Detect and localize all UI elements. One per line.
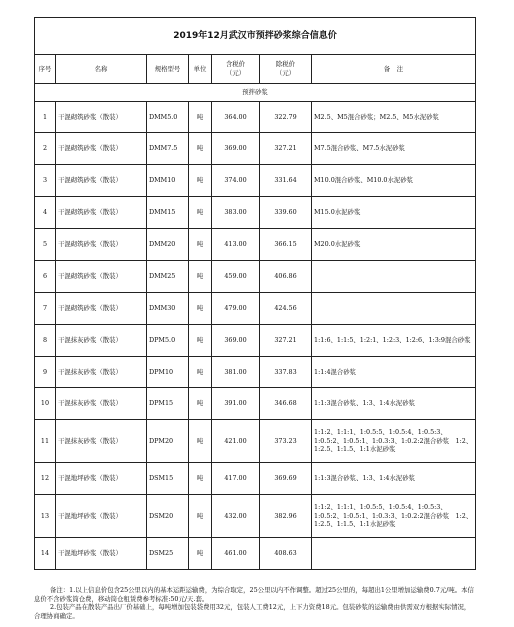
row-spec: DSM20 bbox=[147, 495, 189, 538]
row-unit: 吨 bbox=[189, 293, 212, 325]
row-note bbox=[312, 538, 476, 570]
row-name: 干混砌筑砂浆（散装） bbox=[56, 165, 147, 197]
table-row bbox=[35, 293, 476, 325]
row-note: 1:1:3混合砂浆、1:3、1:4水泥砂浆 bbox=[312, 463, 476, 495]
row-name: 干混抹灰砂浆（散装） bbox=[56, 325, 147, 357]
row-price-tax: 374.00 bbox=[212, 165, 260, 197]
row-note: M10.0混合砂浆、M10.0水泥砂浆 bbox=[312, 165, 476, 197]
row-note: 1:1:2、1:1:1、1:0.5:5、1:0.5:4、1:0.5:3、1:0.5:2、1:0.5:1、1:0.3:3、1:0.2:2混合砂浆 1:2、1:2.5、1:1.5、1:1水泥砂浆 bbox=[312, 495, 476, 538]
section-heading: 预拌砂浆 bbox=[35, 84, 476, 102]
row-index: 3 bbox=[35, 165, 56, 197]
row-spec: DSM15 bbox=[147, 463, 189, 495]
row-index: 10 bbox=[35, 388, 56, 420]
row-spec: DPM15 bbox=[147, 388, 189, 420]
row-spec: DMM20 bbox=[147, 229, 189, 261]
row-price-tax: 369.00 bbox=[212, 325, 260, 357]
row-price-notax: 339.60 bbox=[260, 197, 312, 229]
footnotes bbox=[34, 586, 475, 620]
table-row bbox=[35, 261, 476, 293]
row-price-notax: 322.79 bbox=[260, 102, 312, 133]
row-price-tax: 413.00 bbox=[212, 229, 260, 261]
row-price-tax: 479.00 bbox=[212, 293, 260, 325]
row-unit: 吨 bbox=[189, 495, 212, 538]
row-price-notax: 406.86 bbox=[260, 261, 312, 293]
row-price-tax: 421.00 bbox=[212, 420, 260, 463]
table-row bbox=[35, 388, 476, 420]
row-price-notax: 346.68 bbox=[260, 388, 312, 420]
row-name: 干混砌筑砂浆（散装） bbox=[56, 102, 147, 133]
row-spec: DMM25 bbox=[147, 261, 189, 293]
row-price-tax: 459.00 bbox=[212, 261, 260, 293]
row-price-tax: 391.00 bbox=[212, 388, 260, 420]
row-price-tax: 383.00 bbox=[212, 197, 260, 229]
row-name: 干混抹灰砂浆（散装） bbox=[56, 420, 147, 463]
table-row bbox=[35, 495, 476, 538]
row-spec: DMM10 bbox=[147, 165, 189, 197]
row-unit: 吨 bbox=[189, 325, 212, 357]
row-unit: 吨 bbox=[189, 420, 212, 463]
footnote-2: 2.包装产品在散装产品出厂价基础上，每吨增加包装袋费用32元，包装人工费12元，上下力资费18元。包装砂浆的运输费由供需双方根据实际情况，合理协商确定。 bbox=[34, 603, 471, 620]
row-unit: 吨 bbox=[189, 133, 212, 165]
page-title: 2019年12月武汉市预拌砂浆综合信息价 bbox=[35, 18, 476, 55]
row-unit: 吨 bbox=[189, 197, 212, 229]
row-index: 12 bbox=[35, 463, 56, 495]
row-unit: 吨 bbox=[189, 165, 212, 197]
row-unit: 吨 bbox=[189, 538, 212, 570]
table-header-row bbox=[35, 55, 476, 84]
row-unit: 吨 bbox=[189, 102, 212, 133]
header-price-tax: 含税价 （元） bbox=[212, 55, 260, 84]
row-price-notax: 424.56 bbox=[260, 293, 312, 325]
row-unit: 吨 bbox=[189, 463, 212, 495]
row-spec: DPM20 bbox=[147, 420, 189, 463]
row-spec: DPM5.0 bbox=[147, 325, 189, 357]
row-index: 5 bbox=[35, 229, 56, 261]
row-name: 干混抹灰砂浆（散装） bbox=[56, 388, 147, 420]
row-spec: DMM5.0 bbox=[147, 102, 189, 133]
price-table bbox=[34, 17, 476, 570]
table-row bbox=[35, 325, 476, 357]
table-row bbox=[35, 165, 476, 197]
table-row bbox=[35, 133, 476, 165]
row-name: 干混砌筑砂浆（散装） bbox=[56, 229, 147, 261]
row-unit: 吨 bbox=[189, 388, 212, 420]
row-unit: 吨 bbox=[189, 229, 212, 261]
row-price-tax: 417.00 bbox=[212, 463, 260, 495]
row-name: 干混砌筑砂浆（散装） bbox=[56, 293, 147, 325]
row-index: 2 bbox=[35, 133, 56, 165]
row-price-notax: 373.23 bbox=[260, 420, 312, 463]
row-name: 干混砌筑砂浆（散装） bbox=[56, 261, 147, 293]
row-price-notax: 331.64 bbox=[260, 165, 312, 197]
row-price-tax: 461.00 bbox=[212, 538, 260, 570]
row-index: 14 bbox=[35, 538, 56, 570]
row-note: 1:1:4混合砂浆 bbox=[312, 357, 476, 388]
row-spec: DPM10 bbox=[147, 357, 189, 388]
row-spec: DMM7.5 bbox=[147, 133, 189, 165]
table-row bbox=[35, 463, 476, 495]
row-name: 干混抹灰砂浆（散装） bbox=[56, 357, 147, 388]
row-price-tax: 369.00 bbox=[212, 133, 260, 165]
header-note: 备 注 bbox=[312, 55, 476, 84]
table-row bbox=[35, 357, 476, 388]
table-row bbox=[35, 420, 476, 463]
row-price-tax: 381.00 bbox=[212, 357, 260, 388]
row-index: 1 bbox=[35, 102, 56, 133]
row-note: 1:1:2、1:1:1、1:0.5:5、1:0.5:4、1:0.5:3、1:0.5:2、1:0.5:1、1:0.3:3、1:0.2:2混合砂浆 1:2、1:2.5、1:1.5、1:1水泥砂浆 bbox=[312, 420, 476, 463]
row-note: 1:1:6、1:1:5、1:2:1、1:2:3、1:2:6、1:3:9混合砂浆 bbox=[312, 325, 476, 357]
row-spec: DMM30 bbox=[147, 293, 189, 325]
row-price-notax: 408.63 bbox=[260, 538, 312, 570]
row-index: 13 bbox=[35, 495, 56, 538]
row-note: M2.5、M5混合砂浆；M2.5、M5水泥砂浆 bbox=[312, 102, 476, 133]
row-spec: DMM15 bbox=[147, 197, 189, 229]
row-spec: DSM25 bbox=[147, 538, 189, 570]
row-index: 9 bbox=[35, 357, 56, 388]
row-index: 6 bbox=[35, 261, 56, 293]
row-name: 干混砌筑砂浆（散装） bbox=[56, 133, 147, 165]
table-row bbox=[35, 229, 476, 261]
row-note bbox=[312, 293, 476, 325]
header-name: 名称 bbox=[56, 55, 147, 84]
row-unit: 吨 bbox=[189, 357, 212, 388]
footnote-1: 备注：1.以上信息价包含25公里以内的基本运距运输费，为综合取定，25公里以内不作调整。超过25公里的，每超出1公里增加运输费0.7元/吨。本信息价不含砂浆筒仓费，移动筒仓租赁费参考标准:50元/天.套。 bbox=[34, 586, 474, 603]
row-name: 干混地坪砂浆（散装） bbox=[56, 538, 147, 570]
header-index: 序号 bbox=[35, 55, 56, 84]
row-note: 1:1:3混合砂浆、1:3、1:4水泥砂浆 bbox=[312, 388, 476, 420]
header-unit: 单位 bbox=[189, 55, 212, 84]
row-name: 干混地坪砂浆（散装） bbox=[56, 495, 147, 538]
row-price-notax: 382.96 bbox=[260, 495, 312, 538]
row-price-notax: 366.15 bbox=[260, 229, 312, 261]
row-price-tax: 432.00 bbox=[212, 495, 260, 538]
row-price-notax: 327.21 bbox=[260, 133, 312, 165]
row-name: 干混砌筑砂浆（散装） bbox=[56, 197, 147, 229]
header-spec: 规格型号 bbox=[147, 55, 189, 84]
row-index: 11 bbox=[35, 420, 56, 463]
row-unit: 吨 bbox=[189, 261, 212, 293]
row-note bbox=[312, 261, 476, 293]
row-index: 7 bbox=[35, 293, 56, 325]
header-price-notax: 除税价 （元） bbox=[260, 55, 312, 84]
table-row bbox=[35, 102, 476, 133]
row-price-notax: 327.21 bbox=[260, 325, 312, 357]
row-name: 干混地坪砂浆（散装） bbox=[56, 463, 147, 495]
table-row bbox=[35, 538, 476, 570]
row-price-tax: 364.00 bbox=[212, 102, 260, 133]
row-index: 4 bbox=[35, 197, 56, 229]
row-note: M15.0水泥砂浆 bbox=[312, 197, 476, 229]
row-index: 8 bbox=[35, 325, 56, 357]
row-note: M20.0水泥砂浆 bbox=[312, 229, 476, 261]
row-price-notax: 337.83 bbox=[260, 357, 312, 388]
table-row bbox=[35, 197, 476, 229]
row-price-notax: 369.69 bbox=[260, 463, 312, 495]
row-note: M7.5混合砂浆、M7.5水泥砂浆 bbox=[312, 133, 476, 165]
